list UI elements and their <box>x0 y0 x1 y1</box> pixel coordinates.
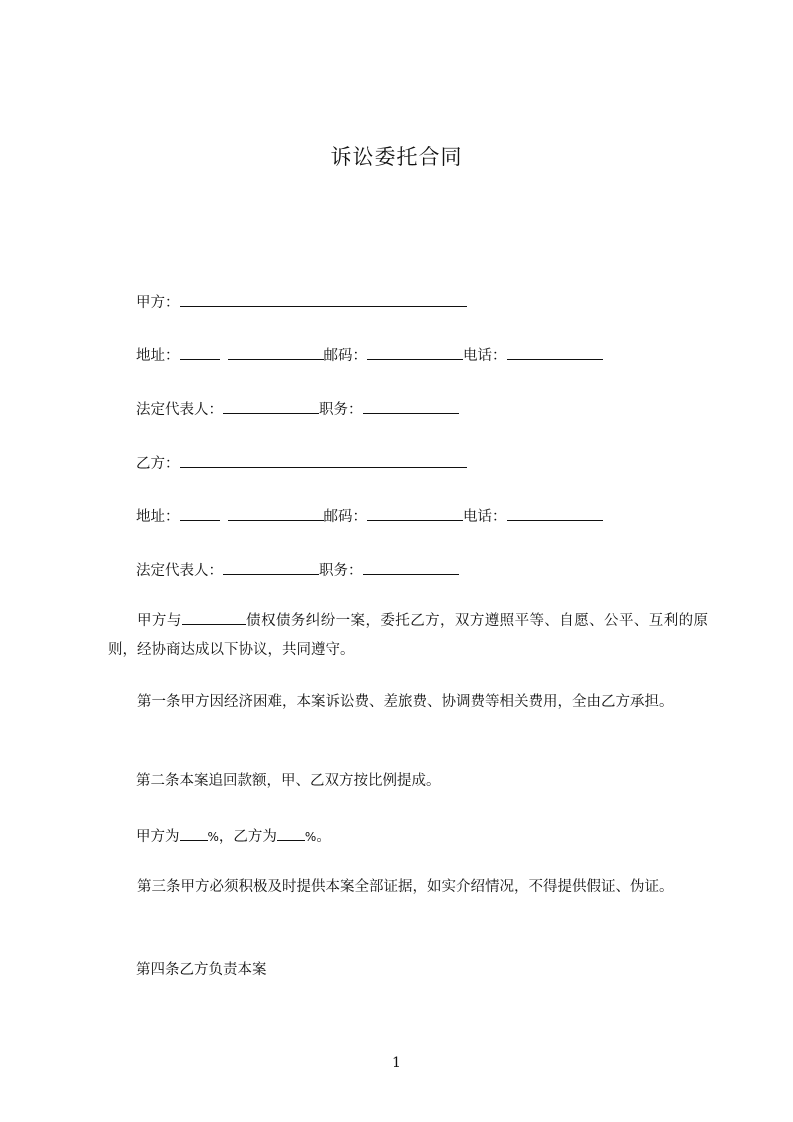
party-b-address-blank-2[interactable] <box>228 505 324 521</box>
party-a-label: 甲方： <box>136 295 180 311</box>
ratio-party-a-prefix: 甲方为 <box>136 829 180 845</box>
party-a-rep-line <box>136 398 459 420</box>
party-a-ratio-blank[interactable] <box>180 825 208 841</box>
party-b-rep-label: 法定代表人： <box>136 563 223 579</box>
party-b-rep-line <box>136 559 459 581</box>
party-a-rep-blank[interactable] <box>223 398 319 414</box>
party-b-position-label: 职务： <box>319 563 363 579</box>
party-b-ratio-blank[interactable] <box>277 825 305 841</box>
article-2: 第二条本案追回款额，甲、乙双方按比例提成。 <box>136 773 441 789</box>
ratio-line <box>136 825 331 847</box>
party-b-rep-blank[interactable] <box>223 559 319 575</box>
party-a-address-blank-1[interactable] <box>180 344 220 360</box>
party-a-phone-blank[interactable] <box>507 344 603 360</box>
dispute-party-blank[interactable] <box>182 609 246 625</box>
party-b-phone-label: 电话： <box>463 509 507 525</box>
party-a-position-label: 职务： <box>319 402 363 418</box>
party-a-postcode-blank[interactable] <box>367 344 463 360</box>
party-b-address-label: 地址： <box>136 509 180 525</box>
party-a-contact-line <box>136 344 603 366</box>
party-a-phone-label: 电话： <box>463 348 507 364</box>
party-b-position-blank[interactable] <box>363 559 459 575</box>
party-b-postcode-label: 邮码： <box>323 509 367 525</box>
party-a-address-label: 地址： <box>136 348 180 364</box>
party-b-contact-line <box>136 505 603 527</box>
party-a-line <box>136 291 467 313</box>
article-4: 第四条乙方负责本案 <box>136 962 267 978</box>
party-b-line <box>136 452 467 474</box>
ratio-party-a-pct: % <box>207 830 219 844</box>
party-a-position-blank[interactable] <box>363 398 459 414</box>
party-b-label: 乙方： <box>136 456 180 472</box>
intro-prefix: 甲方与 <box>137 613 182 629</box>
party-b-name-blank[interactable] <box>180 452 467 468</box>
ratio-sep: ，乙方为 <box>218 829 277 845</box>
intro-paragraph <box>108 607 708 665</box>
party-b-address-blank-1[interactable] <box>180 505 220 521</box>
article-1: 第一条甲方因经济困难，本案诉讼费、差旅费、协调费等相关费用，全由乙方承担。 <box>137 694 674 710</box>
party-a-postcode-label: 邮码： <box>323 348 367 364</box>
intro-suffix: 债权债务纠纷一案，委托乙方，双方遵照平等、自愿、公平、互利的原则，经协商达成以下协议，共同遵守。 <box>108 613 709 658</box>
party-a-name-blank[interactable] <box>180 291 467 307</box>
party-a-rep-label: 法定代表人： <box>136 402 223 418</box>
party-b-phone-blank[interactable] <box>507 505 603 521</box>
party-b-postcode-blank[interactable] <box>367 505 463 521</box>
party-a-address-blank-2[interactable] <box>228 344 324 360</box>
document-title: 诉讼委托合同 <box>330 145 463 169</box>
article-3: 第三条甲方必须积极及时提供本案全部证据，如实介绍情况，不得提供假证、伪证。 <box>137 879 674 895</box>
ratio-end: 。 <box>316 829 331 845</box>
ratio-party-b-pct: % <box>304 830 317 844</box>
page-number: 1 <box>392 1055 401 1071</box>
